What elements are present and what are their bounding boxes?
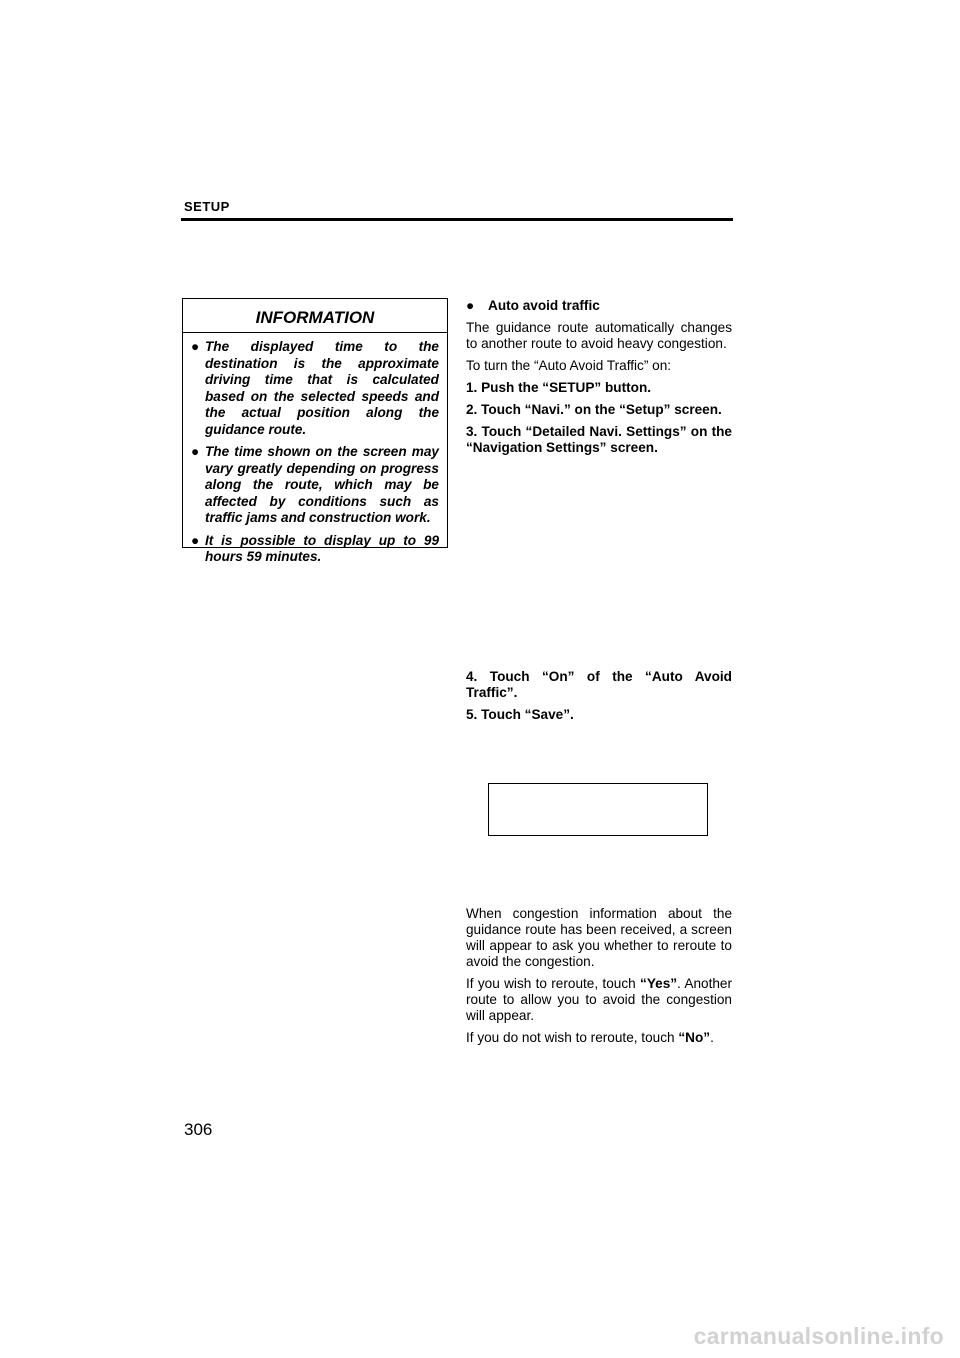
information-item-text: It is possible to display up to 99 hours 59 minutes. xyxy=(205,532,439,564)
after-text-2-post: . Another route to allow you to avoid the congestion will appear. xyxy=(466,976,733,1023)
after-text-3 xyxy=(466,1030,732,1046)
no-label: “No” xyxy=(678,1030,711,1045)
section-header: SETUP xyxy=(184,199,230,214)
information-box xyxy=(182,298,448,564)
bullet-icon: ● xyxy=(466,298,475,313)
bullet-icon: ● xyxy=(191,339,200,354)
step-5: 5. Touch “Save”. xyxy=(466,707,574,722)
information-divider xyxy=(183,332,447,333)
step-4: 4. Touch “On” of the “Auto Avoid Traffic”. xyxy=(466,669,732,700)
after-text-3-post: . xyxy=(710,1030,714,1045)
after-text-1: When congestion information about the guidance route has been received, a screen will appear to ask you whether to reroute to avoid the congestion. xyxy=(466,906,732,969)
information-title: INFORMATION xyxy=(255,308,375,327)
section-heading xyxy=(466,298,732,314)
after-text-2 xyxy=(466,976,732,1024)
step-3: 3. Touch “Detailed Navi. Settings” on the “Navigation Settings” screen. xyxy=(466,424,732,455)
after-text-3-pre: If you do not wish to reroute, touch xyxy=(466,1030,679,1045)
intro-text: The guidance route automatically changes to another route to avoid heavy congestion. xyxy=(466,320,732,351)
instructions-bottom xyxy=(466,906,732,1052)
bullet-icon: ● xyxy=(191,532,200,548)
information-item-text: The time shown on the screen may vary greatly depending on progress along the route, which may be affected by conditions such as traffic jams and construction work. xyxy=(205,444,439,525)
instructions-middle xyxy=(466,669,732,729)
lead-text: To turn the “Auto Avoid Traffic” on: xyxy=(466,358,672,373)
list-item xyxy=(191,339,439,438)
step-2: 2. Touch “Navi.” on the “Setup” screen. xyxy=(466,402,722,417)
instructions-top xyxy=(466,298,732,462)
yes-label: “Yes” xyxy=(640,976,678,991)
page-number: 306 xyxy=(184,1120,213,1139)
list-item xyxy=(191,533,439,566)
list-item xyxy=(191,444,439,527)
information-list xyxy=(191,339,439,566)
watermark: carmanualsonline.info xyxy=(693,1323,944,1349)
information-item-text: The displayed time to the destination is the approximate driving time that is calculated based on the selected speeds and the actual position along the guidance route. xyxy=(205,339,439,437)
bullet-icon: ● xyxy=(191,444,200,459)
after-text-2-pre: If you wish to reroute, touch xyxy=(466,976,641,991)
header-rule xyxy=(181,218,733,221)
screen-image-placeholder xyxy=(488,783,708,836)
step-1: 1. Push the “SETUP” button. xyxy=(466,380,652,395)
heading-text: Auto avoid traffic xyxy=(488,298,600,313)
